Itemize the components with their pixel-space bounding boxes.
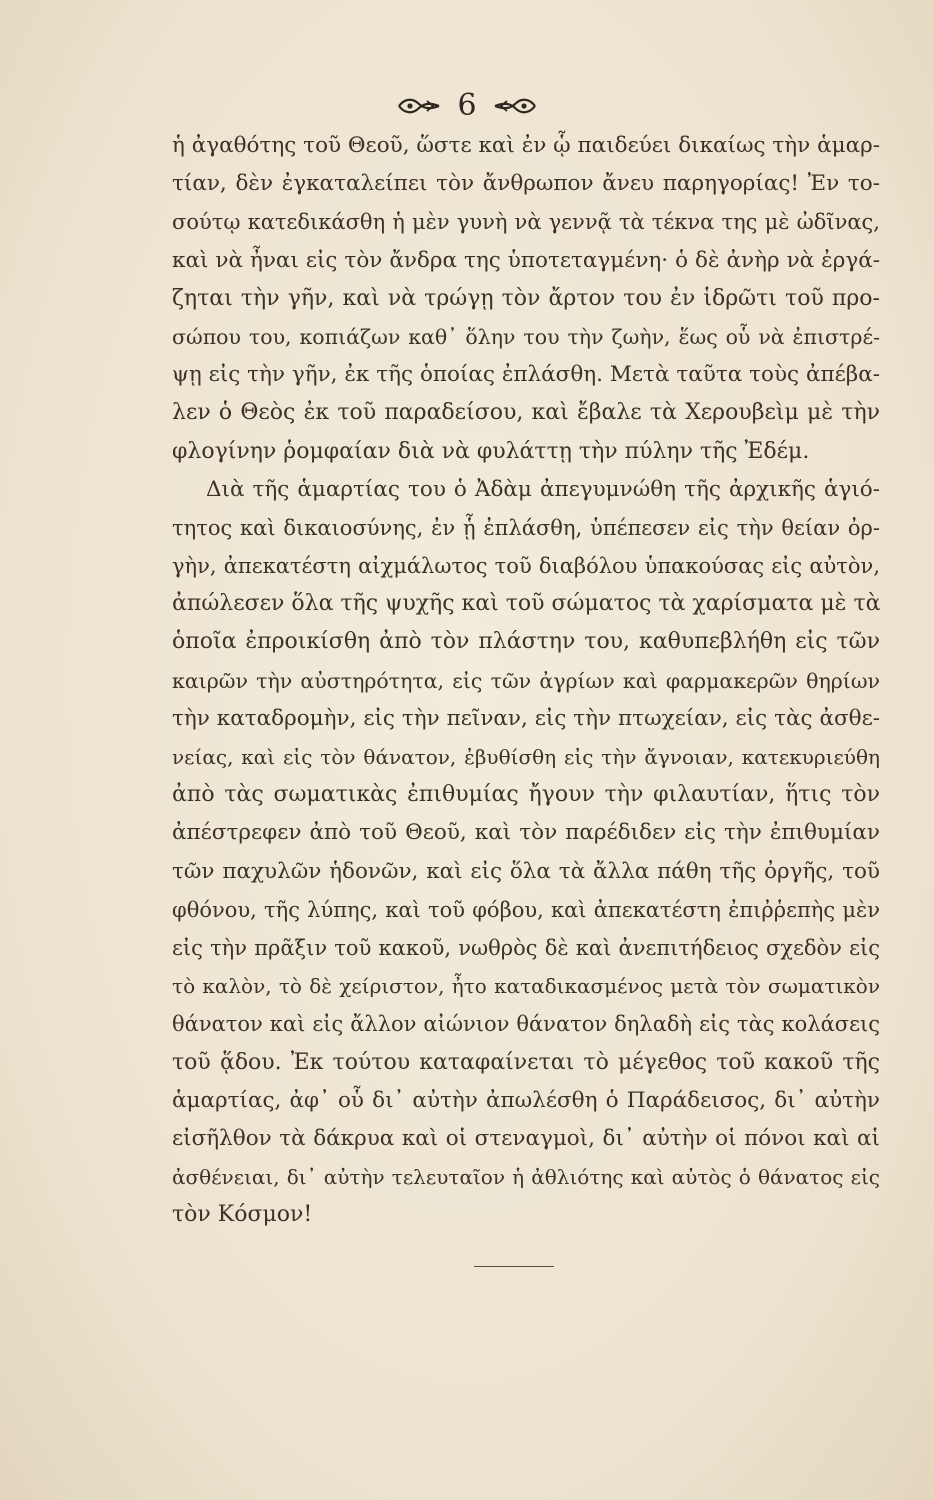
- text-line: εἰς τὴν πρᾶξιν τοῦ κακοῦ, νωθρὸς δὲ καὶ ἀνεπιτήδειος σχεδὸν εἰς: [172, 935, 880, 960]
- text-line: φθόνου, τῆς λύπης, καὶ τοῦ φόβου, καὶ ἀπεκατέστη ἐπιῤῥεπὴς μὲν: [172, 897, 880, 922]
- text-line: τὸ καλὸν, τὸ δὲ χείριστον, ἦτο καταδικασμένος μετὰ τὸν σωματικὸν: [172, 974, 880, 999]
- text-line: τῶν παχυλῶν ἡδονῶν, καὶ εἰς ὅλα τὰ ἄλλα πάθη τῆς ὀργῆς, τοῦ: [172, 858, 880, 884]
- page-header: [0, 86, 934, 126]
- text-line: νείας, καὶ εἰς τὸν θάνατον, ἐβυθίσθη εἰς τὴν ἄγνοιαν, κατεκυριεύθη: [172, 745, 880, 769]
- text-line: ψῃ εἰς τὴν γῆν, ἐκ τῆς ὁποίας ἐπλάσθη. Μετὰ ταῦτα τοὺς ἀπέβα-: [172, 362, 880, 388]
- text-line: σώπου του, κοπιάζων καθ᾽ ὅλην του τὴν ζωὴν, ἕως οὗ νὰ ἐπιστρέ-: [172, 324, 880, 349]
- left-ornament-icon: [397, 95, 441, 117]
- text-line: ἀπέστρεφεν ἀπὸ τοῦ Θεοῦ, καὶ τὸν παρέδιδεν εἰς τὴν ἐπιθυμίαν: [172, 820, 880, 846]
- text-line: τίαν, δὲν ἐγκαταλείπει τὸν ἄνθρωπον ἄνευ παρηγορίας! Ἐν το-: [172, 171, 880, 197]
- text-line: λεν ὁ Θεὸς ἐκ τοῦ παραδείσου, καὶ ἔβαλε τὰ Χερουβεὶμ μὲ τὴν: [172, 400, 880, 426]
- text-line: φλογίνην ῥομφαίαν διὰ νὰ φυλάττῃ τὴν πύλην τῆς Ἐδέμ.: [172, 438, 810, 464]
- right-ornament-icon: [491, 95, 537, 117]
- text-line: τητος καὶ δικαιοσύνης, ἐν ᾗ ἐπλάσθη, ὑπέπεσεν εἰς τὴν θείαν ὀρ-: [172, 515, 880, 540]
- text-line: ἀπώλεσεν ὅλα τῆς ψυχῆς καὶ τοῦ σώματος τὰ χαρίσματα μὲ τὰ: [172, 591, 881, 617]
- text-line: ἀσθένειαι, δι᾽ αὐτὴν τελευταῖον ἡ ἀθλιότης καὶ αὐτὸς ὁ θάνατος εἰς: [172, 1165, 880, 1190]
- text-line: καιρῶν τὴν αὐστηρότητα, εἰς τῶν ἀγρίων καὶ φαρμακερῶν θηρίων: [172, 668, 880, 693]
- text-line: εἰσῆλθον τὰ δάκρυα καὶ οἱ στεναγμοὶ, δι᾽ αὐτὴν οἱ πόνοι καὶ αἱ: [172, 1125, 880, 1151]
- text-line: τὸν Κόσμον!: [172, 1202, 313, 1228]
- paragraph-start-line: Διὰ τῆς ἁμαρτίας του ὁ Ἀδὰμ ἀπεγυμνώθη τῆς ἀρχικῆς ἁγιό-: [206, 476, 880, 502]
- text-line: τὴν καταδρομὴν, εἰς τὴν πεῖναν, εἰς τὴν πτωχείαν, εἰς τὰς ἀσθε-: [172, 705, 880, 731]
- section-divider: [474, 1266, 554, 1267]
- text-line: ἁμαρτίας, ἀφ᾽ οὗ δι᾽ αὐτὴν ἀπωλέσθη ὁ Παράδεισος, δι᾽ αὐτὴν: [172, 1087, 880, 1113]
- text-line: γὴν, ἀπεκατέστη αἰχμάλωτος τοῦ διαβόλου ὑπακούσας εἰς αὐτὸν,: [172, 554, 880, 579]
- text-line: ἡ ἀγαθότης τοῦ Θεοῦ, ὥστε καὶ ἐν ᾧ παιδεύει δικαίως τὴν ἁμαρ-: [172, 133, 880, 158]
- text-line: ζηται τὴν γῆν, καὶ νὰ τρώγῃ τὸν ἄρτον του ἐν ἱδρῶτι τοῦ προ-: [172, 285, 880, 311]
- text-line: τοῦ ᾅδου. Ἐκ τούτου καταφαίνεται τὸ μέγεθος τοῦ κακοῦ τῆς: [172, 1049, 880, 1075]
- text-line: θάνατον καὶ εἰς ἄλλον αἰώνιον θάνατον δηλαδὴ εἰς τὰς κολάσεις: [172, 1012, 880, 1037]
- page-number: 6: [457, 88, 477, 123]
- text-line: ὁποῖα ἐπροικίσθη ἀπὸ τὸν πλάστην του, καθυπεβλήθη εἰς τῶν: [172, 629, 880, 655]
- text-line: ἀπὸ τὰς σωματικὰς ἐπιθυμίας ἤγουν τὴν φιλαυτίαν, ἥτις τὸν: [172, 782, 880, 808]
- text-line: καὶ νὰ ἦναι εἰς τὸν ἄνδρα της ὑποτεταγμένη· ὁ δὲ ἀνὴρ νὰ ἐργά-: [172, 247, 880, 273]
- text-line: σούτῳ κατεδικάσθη ἡ μὲν γυνὴ νὰ γεννᾷ τὰ τέκνα της μὲ ὠδῖνας,: [172, 210, 880, 235]
- body-text: [172, 127, 880, 1234]
